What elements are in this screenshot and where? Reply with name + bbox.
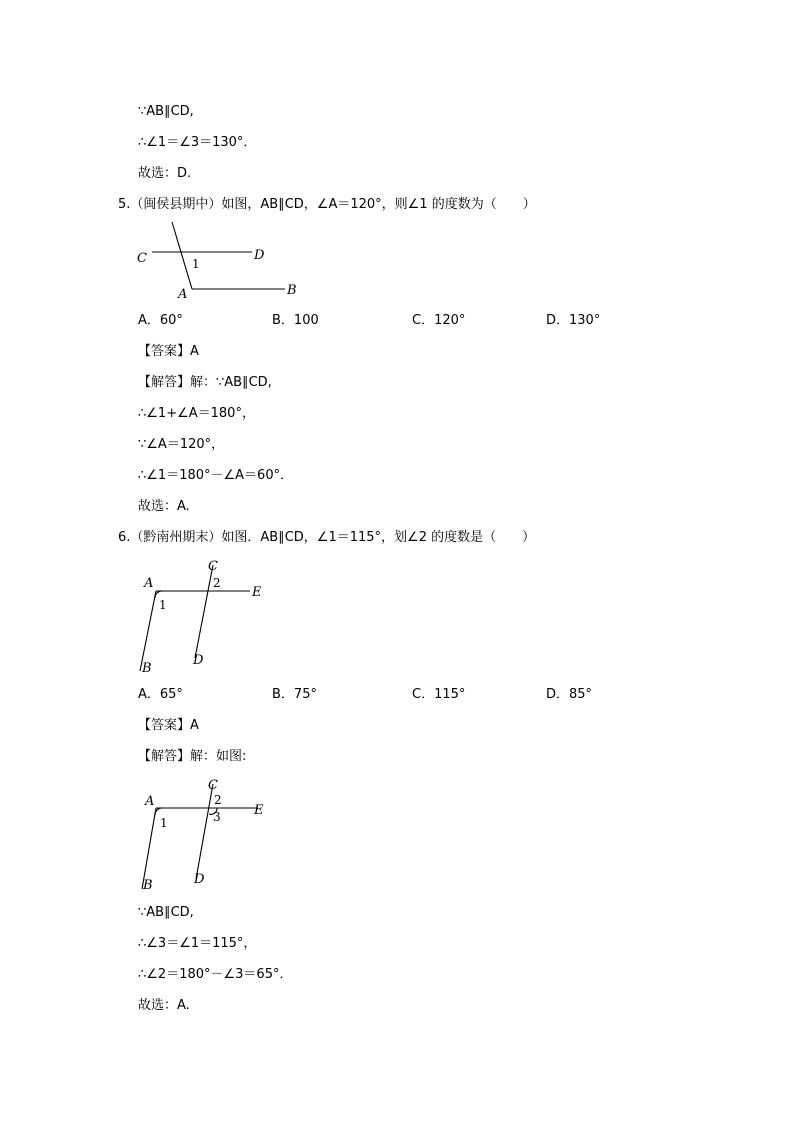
q6-solution-figure [130,771,280,896]
q6-line-ab [140,591,156,671]
q6s-label-3: 3 [213,810,221,824]
q6-label-1: 1 [159,598,167,612]
q5-solution-2: ∴∠1+∠A＝180°， [138,406,255,421]
q5-figure [130,220,310,305]
q5-label-c: C [137,251,147,266]
q6-label-e: E [252,585,262,600]
q6-option-d: D．85° [546,687,593,702]
q6-label-c: C [208,559,218,574]
q5-solution-4: ∴∠1＝180°－∠A＝60°． [138,468,294,483]
q6-option-b: B．75° [272,687,317,702]
q6s-line-ab [142,808,156,889]
q5-stem: 5.（闽侯县期中）如图，AB∥CD，∠A＝120°，则∠1 的度数为（ ） [118,197,536,212]
q5-option-d: D．130° [546,313,601,328]
q6-label-d: D [193,653,204,668]
q5-label-1: 1 [192,257,200,271]
q5-solution-choice: 故选：A. [138,499,190,514]
q5-transversal [172,222,192,289]
q6-option-c: C．115° [412,687,466,702]
q5-label-b: B [287,283,297,298]
q6s-label-a: A [145,794,155,809]
q6-solution-3: ∴∠2＝180°－∠3＝65°． [138,967,293,982]
q6s-label-b: B [143,878,153,893]
q6-solution-2: ∴∠3＝∠1＝115°， [138,936,257,951]
q5-solution-1: 【解答】解：∵AB∥CD, [138,375,272,390]
q5-solution-3: ∵∠A＝120°， [138,437,225,452]
q6-answer: 【答案】A [138,718,199,733]
q6-line-cd [195,565,213,658]
q6-label-2: 2 [213,576,221,590]
q5-label-d: D [254,248,265,263]
q6-label-b: B [142,661,152,676]
q6s-label-e: E [254,803,264,818]
prev-choice: 故选：D. [138,166,192,181]
q6s-label-c: C [208,778,218,793]
q6-label-a: A [144,576,154,591]
q5-option-b: B．100 [272,313,319,328]
q6s-line-cd [196,784,213,879]
q5-label-a: A [178,287,188,302]
q6s-label-2: 2 [214,793,222,807]
q6-option-a: A．65° [138,687,183,702]
q5-option-a: A．60° [138,313,183,328]
q5-answer: 【答案】A [138,344,199,359]
q5-option-c: C．120° [412,313,466,328]
q6-solution-intro: 【解答】解：如图: [138,749,247,764]
q6-figure [130,553,280,678]
q6s-label-d: D [194,872,205,887]
q6-solution-1: ∵AB∥CD, [138,905,194,920]
q6s-label-1: 1 [160,816,168,830]
prev-given-parallel: ∵AB∥CD, [138,104,194,119]
prev-conclusion: ∴∠1＝∠3＝130°． [138,135,257,150]
q6-solution-choice: 故选：A. [138,998,190,1013]
q6-stem: 6.（黔南州期末）如图．AB∥CD，∠1＝115°，划∠2 的度数是（ ） [118,530,536,545]
